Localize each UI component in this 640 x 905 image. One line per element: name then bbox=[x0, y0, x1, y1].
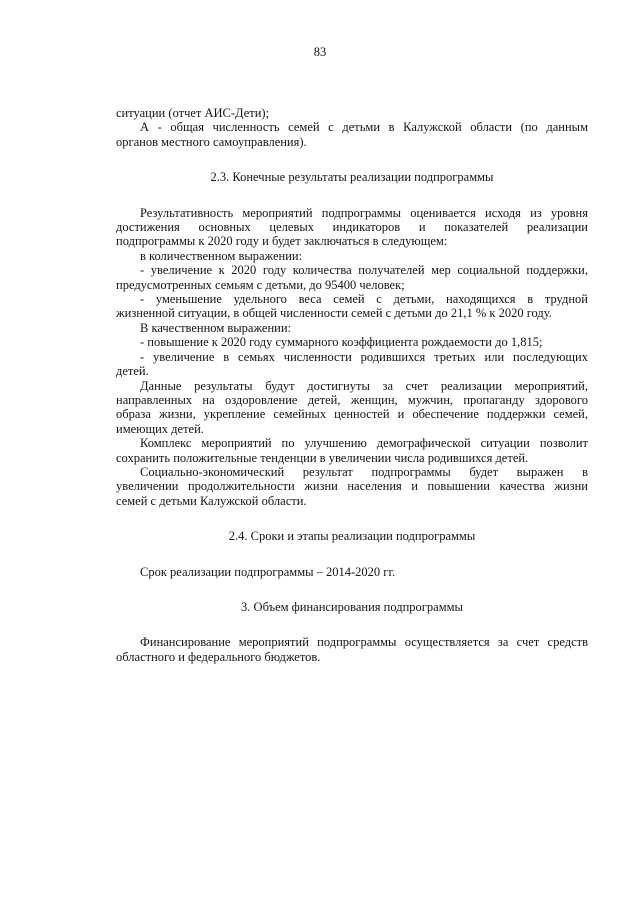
text-line: А - общая численность семей с детьми в Калужской области (по данным bbox=[140, 120, 588, 135]
page-number: 83 bbox=[313, 45, 327, 59]
text-line: в количественном выражении: bbox=[140, 248, 303, 263]
text-line: Данные результаты будут достигнуты за счет реализации мероприятий, bbox=[140, 378, 588, 393]
text-line: семей с детьми Калужской области. bbox=[116, 493, 307, 508]
text-line: Комплекс мероприятий по улучшению демографической ситуации позволит bbox=[140, 436, 588, 451]
text-line: достижения основных целевых индикаторов и показателей реализации bbox=[116, 220, 588, 235]
text-line: - увеличение к 2020 году количества получателей мер социальной поддержки, bbox=[140, 263, 588, 278]
text-line: - повышение к 2020 году суммарного коэффициента рождаемости до 1,815; bbox=[140, 335, 543, 350]
text-line: увеличении продолжительности жизни населения и повышении качества жизни bbox=[116, 479, 588, 494]
text-line: сохранить положительные тенденции в увеличении числа родившихся детей. bbox=[116, 450, 529, 465]
section-heading-3: 3. Объем финансирования подпрограммы bbox=[241, 599, 463, 614]
text-line: направленных на оздоровление детей, женщин, мужчин, пропаганду здорового bbox=[116, 392, 588, 407]
text-line: областного и федерального бюджетов. bbox=[116, 649, 321, 664]
text-line: подпрограммы к 2020 году и будет заключаться в следующем: bbox=[116, 234, 448, 249]
text-line: - уменьшение удельного веса семей с детьми, находящихся в трудной bbox=[140, 292, 588, 307]
text-line: жизненной ситуации, в общей численности семей с детьми до 21,1 % к 2020 году. bbox=[116, 306, 552, 321]
text-line: Результативность мероприятий подпрограммы оценивается исходя из уровня bbox=[140, 205, 588, 220]
text-line: Финансирование мероприятий подпрограммы осуществляется за счет средств bbox=[140, 635, 588, 650]
text-line: ситуации (отчет АИС-Дети); bbox=[116, 106, 270, 120]
text-line: образа жизни, укрепление семейных ценностей и обеспечение поддержки семей, bbox=[116, 407, 588, 422]
section-heading-2-4: 2.4. Сроки и этапы реализации подпрограммы bbox=[228, 529, 476, 544]
text-line: - увеличение в семьях численности родившихся третьих или последующих bbox=[140, 349, 588, 364]
text-line: В качественном выражении: bbox=[140, 320, 292, 335]
document-body bbox=[116, 106, 588, 664]
section-heading-2-3: 2.3. Конечные результаты реализации подпрограммы bbox=[210, 170, 494, 185]
text-line: имеющих детей. bbox=[116, 421, 204, 436]
text-line: Социально-экономический результат подпрограммы будет выражен в bbox=[140, 464, 588, 479]
text-line: предусмотренных семьям с детьми, до 95400 человек; bbox=[116, 277, 405, 292]
text-line: детей. bbox=[116, 364, 149, 379]
text-line: Срок реализации подпрограммы – 2014-2020 гг. bbox=[140, 564, 396, 579]
text-line: органов местного самоуправления). bbox=[116, 134, 307, 149]
